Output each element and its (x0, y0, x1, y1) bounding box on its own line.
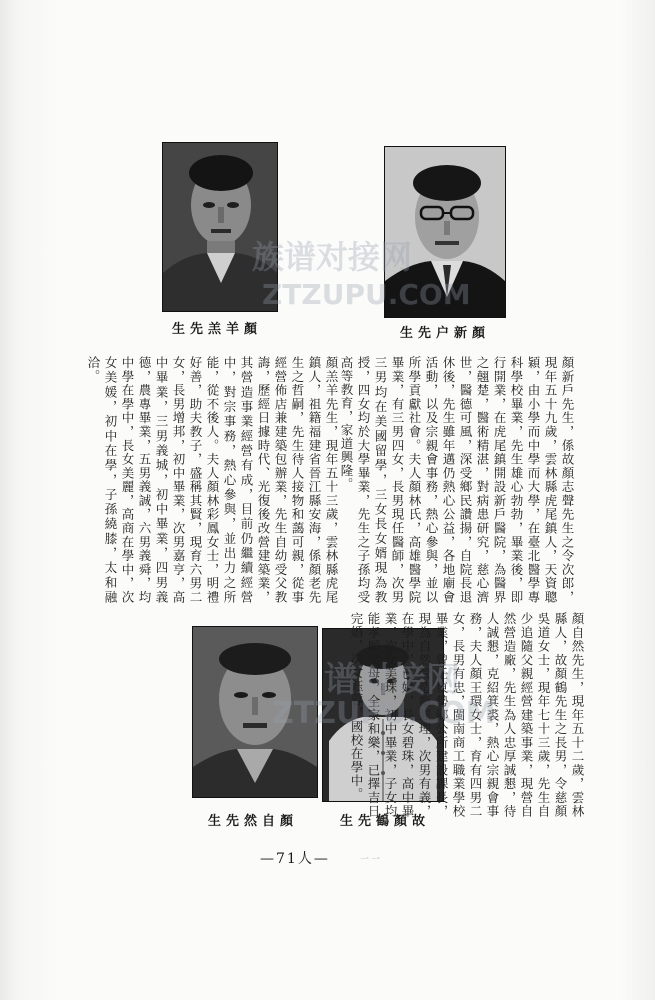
watermark-text: ZTZUPU.COM (272, 696, 496, 731)
portrait-photo-yan-xinhu (384, 146, 506, 318)
profile-caption: 生先户新顏 (400, 326, 491, 341)
profile-text-yan-xinhu: 顏新戶先生，係故顏志聲先生之令次郎，現年五十九歲，雲林縣虎尾鎮人，天資聰穎，由小學而中學而大學，在臺北醫學專科學校畢業，先生雄心勃勃，畢業後，即行開業，在虎尾鎮開設新戶醫院，為醫界之翹楚，醫術精湛，對病患研究，慈心濟世，醫德可風，深受鄉民讚揚，自院長退休後，先生雖年邁仍熱心公益，各地廟會活動，以及宗親會事務，熱心參與，並以所學貢獻社會。夫人顏林氏，高雄醫學院畢業，有三男四女，長男現任醫師，次男三男均在美國留學，三女長女婿現為教授，四女均於大學畢業，先生之子孫均受高等教育，家道興隆。 (339, 356, 575, 604)
page-number: —71人— (260, 851, 330, 867)
portrait-photo-yan-ziran (192, 626, 318, 798)
watermark-text: 族谱对接网 (252, 238, 413, 276)
watermark-text: 谱对接网 (324, 660, 460, 700)
profile-caption: 生先羔羊顏 (172, 322, 263, 337)
portrait-image (193, 627, 317, 797)
profile-caption: 生先然自顏 (208, 814, 299, 829)
profile-text-yan-gaoyang: 顏羔羊先生，現年五十三歲，雲林縣虎尾鎮人，祖籍福建省晉江縣安海，係顏老先生之哲嗣，先生待人接物和藹可親，從事經營佈店兼建築包辦業，先生自幼受父教誨，歷經日據時代、光復後改營建築業，其營造事業經營有成，目前仍繼續經營中，對宗事務，熱心參與，並出力之所能，從不後人。夫人顏林彩鳳女士，明禮好善，助夫教子，盛稱其賢，現育六男二女，長男增邦，初中畢業，次男嘉亨，高中畢業，三男義城，初中畢業，四男義德，農專畢業，五男義誠，六男義舜，均中學在學中，長女美麗，高商在學中，次女美媛，初中在學，子孫繞膝，太和融洽。 (86, 356, 339, 604)
portrait-image (385, 147, 505, 317)
profile-text-yan-ziran-right: 顏自然先生，現年五十二歲，雲林縣人，故顏鶴先生之長男，令慈顏吳道女士，現年七十三歲，先生自少追隨父親經營建築事業，現營自然營造廠，先生為人忠厚誠懇，待人誠懇，克紹箕裘，熱心宗親會事務，夫人顏王環女士，育有四男二女，長男有忠，閩南商工職業學校畢業，曾任東勢鄉公所建設課長，現為自然營造廠經理，次男有義，在學中，已婚，長女碧珠，高中畢業，次女美珠，初中畢業，子女均能孝順父母，全家和樂，已擇吉日完婚，次女鈺蓉，國校在學中。 (349, 612, 585, 818)
portrait-image (163, 143, 277, 311)
faint-mark: 一一 (360, 855, 383, 865)
profile-text-yan-ziran-left (80, 612, 190, 812)
profile-caption: 生先鶴顏故 (340, 814, 431, 829)
watermark-text: ZTZUPU.COM (262, 278, 471, 311)
portrait-photo-yan-gaoyang (162, 142, 278, 312)
